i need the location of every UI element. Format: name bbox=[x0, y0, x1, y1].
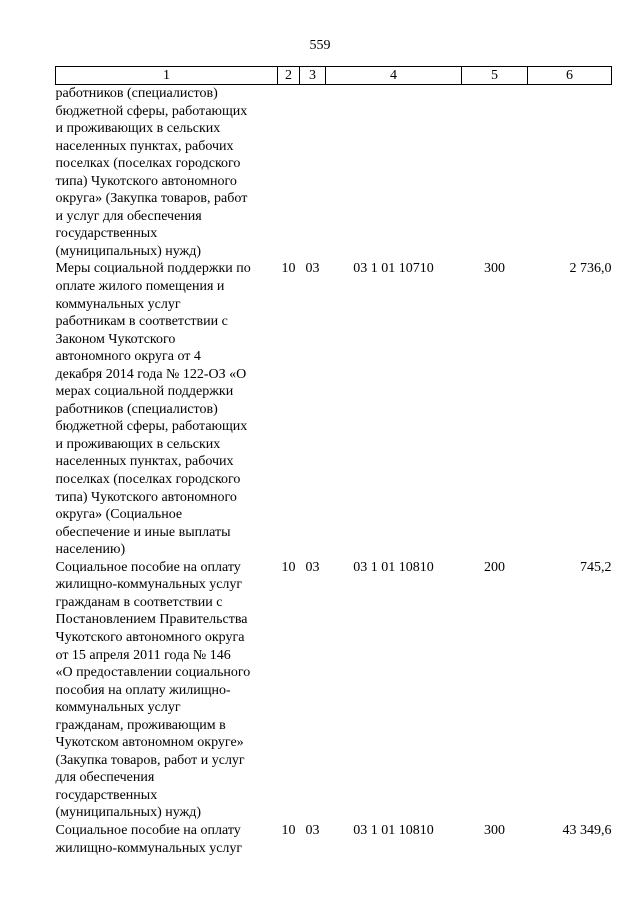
section-code bbox=[278, 85, 300, 261]
expense-type-code: 300 bbox=[484, 261, 505, 277]
amount: 43 349,6 bbox=[562, 822, 612, 838]
column-header-6: 6 bbox=[528, 67, 612, 85]
subsection-code: 03 bbox=[305, 559, 320, 575]
target-article-code: 03 1 01 10810 bbox=[353, 822, 434, 838]
column-header-4: 4 bbox=[326, 67, 462, 85]
table-row bbox=[56, 85, 612, 261]
amount: 2 736,0 bbox=[569, 261, 612, 277]
target-article-code bbox=[326, 85, 462, 261]
row-description bbox=[56, 260, 278, 558]
subsection-code: 03 bbox=[305, 822, 320, 838]
row-description bbox=[56, 822, 278, 857]
section-code: 10 bbox=[281, 559, 296, 575]
target-article-code: 03 1 01 10810 bbox=[353, 559, 434, 575]
budget-table bbox=[55, 66, 612, 857]
subsection-code bbox=[300, 85, 326, 261]
table-row bbox=[56, 822, 612, 857]
amount: 745,2 bbox=[580, 559, 612, 575]
column-header-3: 3 bbox=[300, 67, 326, 85]
target-article-code: 03 1 01 10710 bbox=[353, 261, 434, 277]
row-description bbox=[56, 85, 278, 261]
page-number: 559 bbox=[309, 38, 331, 53]
table-header-row bbox=[56, 67, 612, 85]
description-text: Меры социальной поддержки по оплате жилого помещения и коммунальных услуг работникам в соответствии с Законом Чукотского автономного округа от 4 декабря 2014 года № 122-ОЗ «О мерах социальной поддержки работников (специалистов) бюджетной сферы, работающих и проживающих в сельских населенных пунктах, рабочих поселках (поселках городского типа) Чукотского автономного округа» (Социальное обеспечение и иные выплаты населению) bbox=[55, 261, 251, 558]
table-row bbox=[56, 559, 612, 822]
expense-type-code: 300 bbox=[484, 822, 505, 838]
description-text: работников (специалистов) бюджетной сферы, работающих и проживающих в сельских населенных пунктах, рабочих поселках (поселках городского типа) Чукотского автономного округа» (Закупка товаров, работ и услуг для обеспечения государственных (муниципальных) нужд) bbox=[55, 86, 248, 259]
expense-type-code: 200 bbox=[484, 559, 505, 575]
description-text: Социальное пособие на оплату жилищно-коммунальных услуг bbox=[55, 822, 243, 856]
description-text: Социальное пособие на оплату жилищно-коммунальных услуг гражданам в соответствии с Постановлением Правительства Чукотского автономного округа от 15 апреля 2011 года № 146 «О предоставлении социального пособия на оплату жилищно- коммунальных услуг гражданам, проживающим в Чукотском автономном округе» (Закупка товаров, работ и услуг для обеспечения государственных (муниципальных) нужд) bbox=[55, 559, 251, 821]
table-row bbox=[56, 260, 612, 558]
amount bbox=[528, 85, 612, 261]
column-header-1: 1 bbox=[56, 67, 278, 85]
column-header-2: 2 bbox=[278, 67, 300, 85]
row-description bbox=[56, 559, 278, 822]
column-header-5: 5 bbox=[462, 67, 528, 85]
expense-type-code bbox=[462, 85, 528, 261]
section-code: 10 bbox=[281, 261, 296, 277]
section-code: 10 bbox=[281, 822, 296, 838]
subsection-code: 03 bbox=[305, 261, 320, 277]
